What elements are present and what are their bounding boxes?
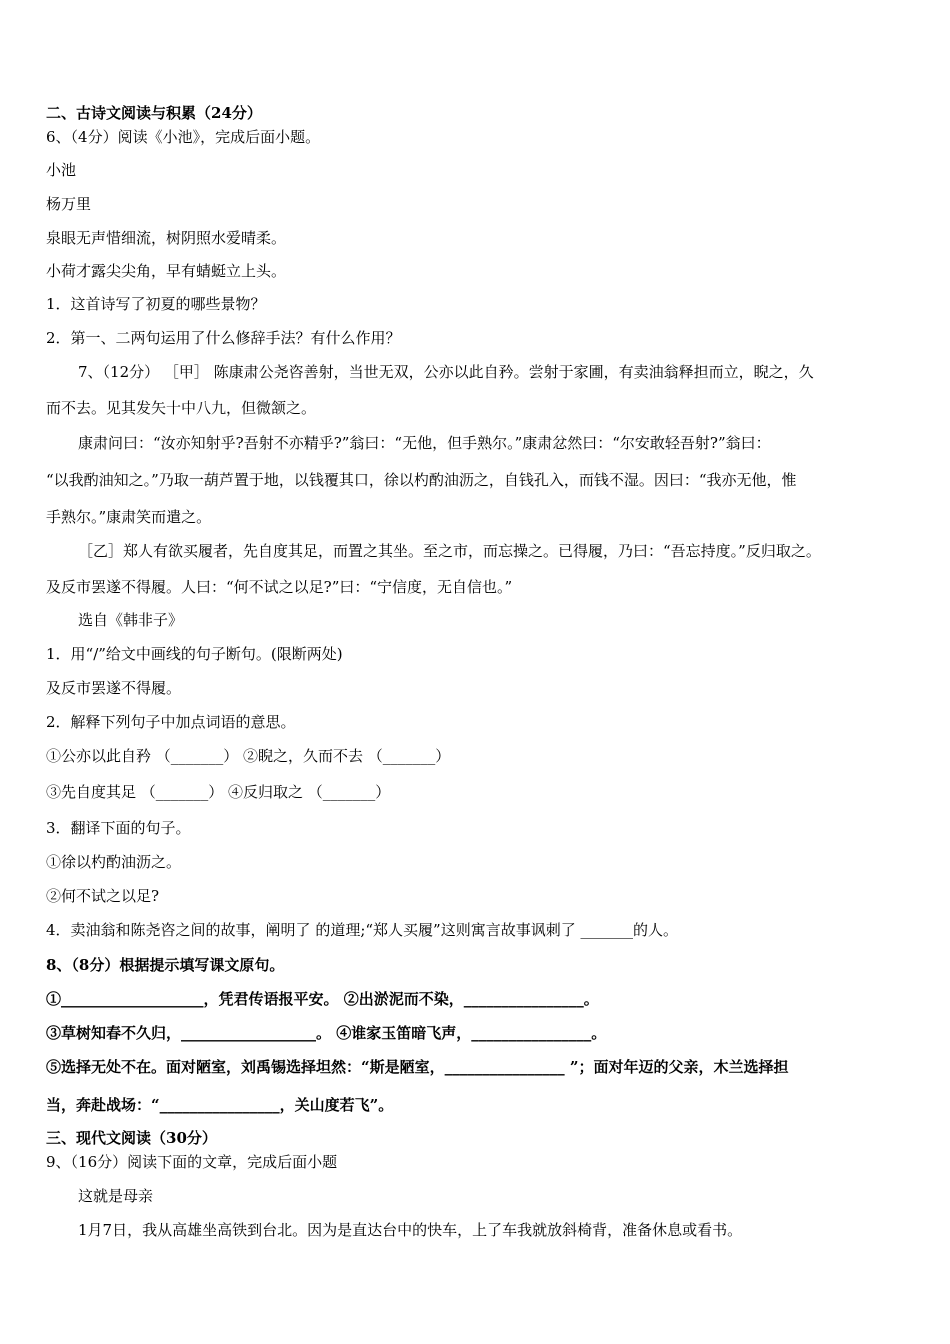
q6-prompt: 6、（4分）阅读《小池》，完成后面小题。 bbox=[46, 128, 321, 146]
q8-line-1: ①___________________，凭君传语报平安。 ②出淤泥而不染，________________。 bbox=[46, 990, 599, 1008]
q7-jia-dialogue-line-2: “以我酌油知之。”乃取一葫芦置于地，以钱覆其口，徐以杓酌油沥之，自钱孔入，而钱不湿。因曰：“我亦无他，惟 bbox=[46, 471, 797, 489]
q6-subquestion-2: 2．第一、二两句运用了什么修辞手法？有什么作用？ bbox=[46, 329, 401, 347]
q7-jia-dialogue-line-1: 康肃问曰：“汝亦知射乎?吾射不亦精乎?”翁曰：“无他，但手熟尔。”康肃忿然曰：“尔安敢轻吾射?”翁曰： bbox=[78, 434, 771, 452]
q7-subquestion-3: 3．翻译下面的句子。 bbox=[46, 819, 191, 837]
q8-line-2: ③草树知春不久归，__________________。 ④谁家玉笛暗飞声，________________。 bbox=[46, 1024, 607, 1042]
article-title: 这就是母亲 bbox=[78, 1187, 154, 1205]
q7-jia-line-2: 而不去。见其发矢十中八九，但微颔之。 bbox=[46, 399, 317, 417]
q7-yi-line-2: 及反市罢遂不得履。人曰：“何不试之以足?”曰：“宁信度，无自信也。” bbox=[46, 578, 513, 596]
q7-subquestion-4: 4．卖油翁和陈尧咨之间的故事，阐明了 的道理;“郑人买履”这则寓言故事讽刺了 _______的人。 bbox=[46, 921, 678, 939]
q7-subquestion-2-items-a: ①公亦以此自矜 （_______） ②睨之，久而不去 （_______） bbox=[46, 747, 451, 765]
q7-subquestion-3-a: ①徐以杓酌油沥之。 bbox=[46, 853, 182, 871]
q7-jia-line-1: 7、（12分） ［甲］ 陈康肃公尧咨善射，当世无双，公亦以此自矜。尝射于家圃，有卖油翁释担而立，睨之，久 bbox=[78, 363, 814, 381]
section-three-heading: 三、现代文阅读（30分） bbox=[46, 1129, 217, 1147]
q8-prompt: 8、（8分）根据提示填写课文原句。 bbox=[46, 956, 285, 974]
q7-yi-line-1: ［乙］郑人有欲买履者，先自度其足，而置之其坐。至之市，而忘操之。已得履，乃曰：“吾忘持度。”反归取之。 bbox=[78, 542, 821, 560]
q7-subquestion-1: 1．用“/”给文中画线的句子断句。(限断两处) bbox=[46, 645, 343, 663]
q7-subquestion-1-sentence: 及反市罢遂不得履。 bbox=[46, 679, 182, 697]
poem-author: 杨万里 bbox=[46, 195, 92, 213]
q7-jia-dialogue-line-3: 手熟尔。”康肃笑而遣之。 bbox=[46, 508, 212, 526]
section-two-heading: 二、古诗文阅读与积累（24分） bbox=[46, 104, 262, 122]
poem-line-2: 小荷才露尖尖角，早有蜻蜓立上头。 bbox=[46, 262, 287, 280]
q7-subquestion-2-items-b: ③先自度其足 （_______） ④反归取之 （_______） bbox=[46, 783, 391, 801]
q7-subquestion-3-b: ②何不试之以足? bbox=[46, 887, 160, 905]
q9-prompt: 9、（16分）阅读下面的文章，完成后面小题 bbox=[46, 1153, 338, 1171]
article-paragraph-1: 1月7日，我从高雄坐高铁到台北。因为是直达台中的快车，上了车我就放斜椅背，准备休息或看书。 bbox=[78, 1221, 743, 1239]
q7-subquestion-2: 2．解释下列句子中加点词语的意思。 bbox=[46, 713, 296, 731]
q8-line-3: ⑤选择无处不在。面对陋室，刘禹锡选择坦然：“斯是陋室，________________ ”；面对年迈的父亲，木兰选择担 bbox=[46, 1058, 789, 1076]
q8-line-4: 当，奔赴战场：“________________，关山度若飞”。 bbox=[46, 1096, 394, 1114]
q6-subquestion-1: 1．这首诗写了初夏的哪些景物？ bbox=[46, 295, 266, 313]
poem-line-1: 泉眼无声惜细流，树阴照水爱晴柔。 bbox=[46, 229, 287, 247]
q7-source: 选自《韩非子》 bbox=[78, 611, 184, 629]
poem-title: 小池 bbox=[46, 161, 77, 179]
